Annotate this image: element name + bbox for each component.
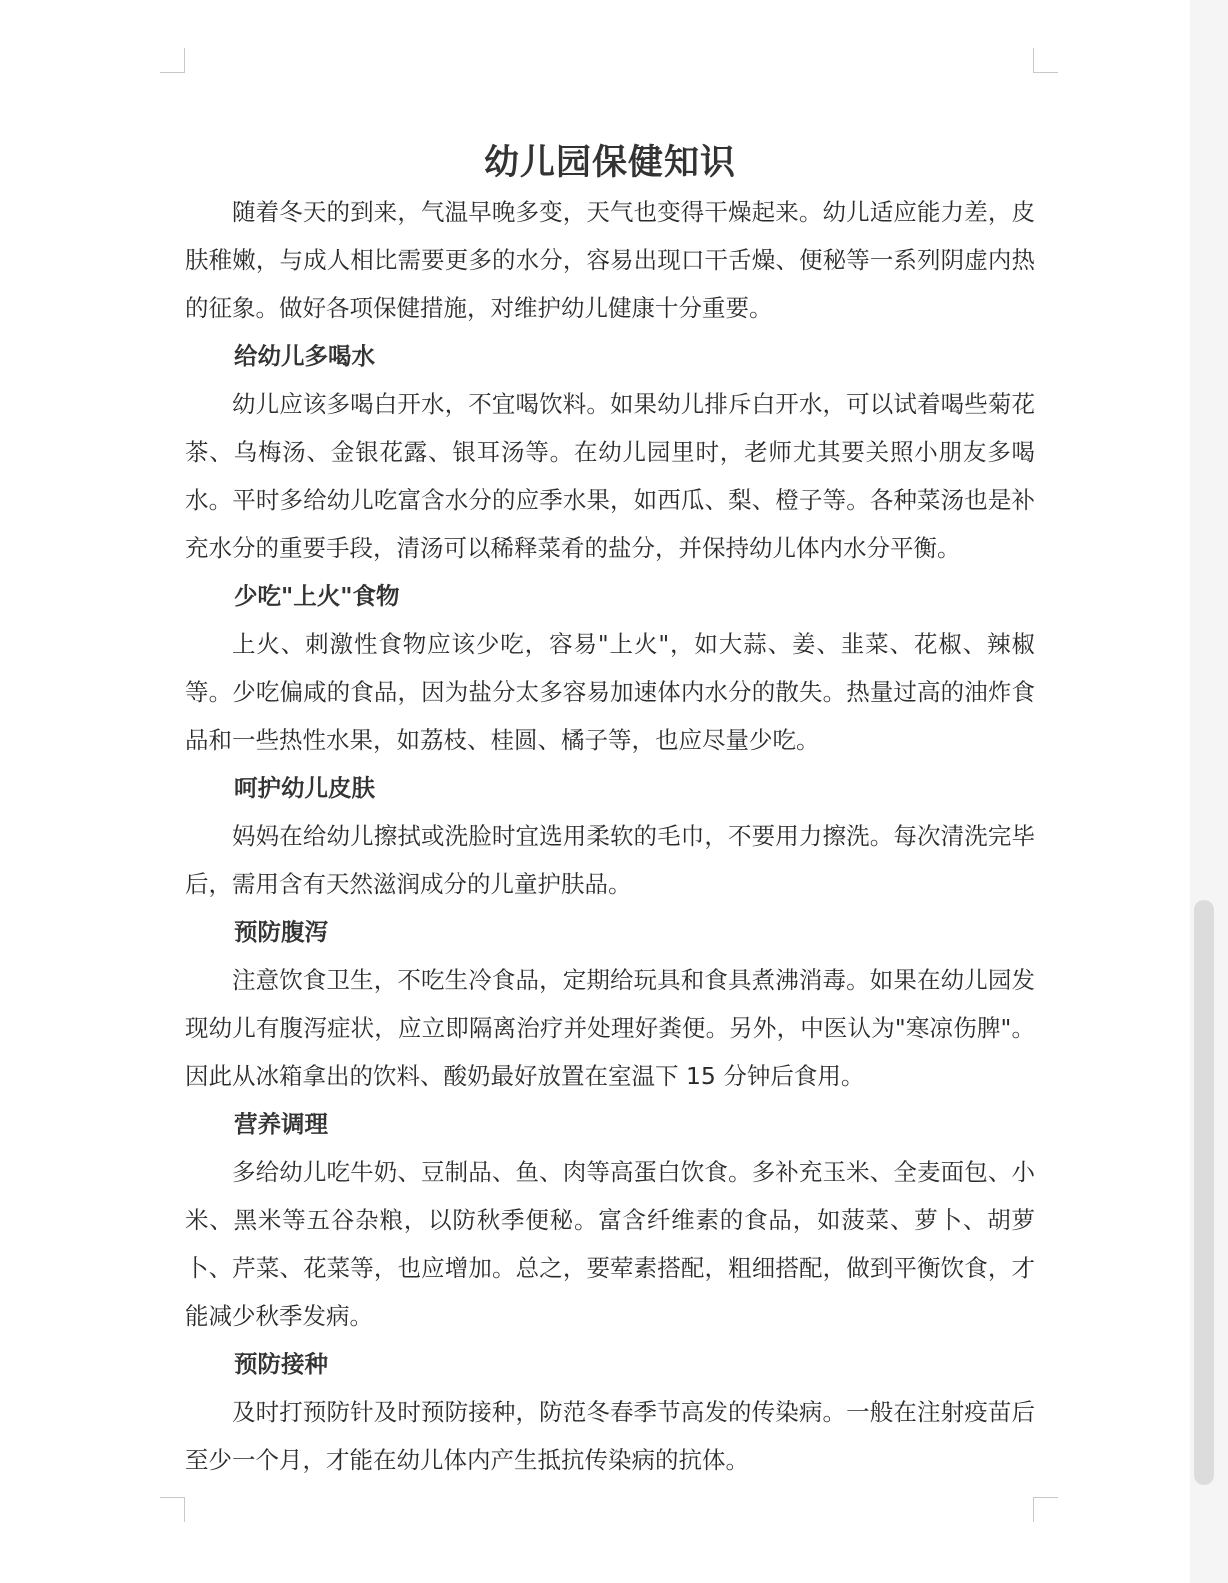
- section-heading-skin-care: 呵护幼儿皮肤: [234, 774, 375, 802]
- document-body: [185, 138, 1035, 1484]
- section-body-avoid-heaty-food: 上火、刺激性食物应该少吃，容易"上火"，如大蒜、姜、韭菜、花椒、辣椒等。少吃偏咸的食品，因为盐分太多容易加速体内水分的散失。热量过高的油炸食品和一些热性水果，如荔枝、桂圆、橘子等，也应尽量少吃。: [185, 630, 1035, 754]
- page-corner-mark-bottom-right: [1033, 1497, 1058, 1522]
- document-title: 幼儿园保健知识: [483, 143, 736, 183]
- intro-paragraph: 随着冬天的到来，气温早晚多变，天气也变得干燥起来。幼儿适应能力差，皮肤稚嫩，与成人相比需要更多的水分，容易出现口干舌燥、便秘等一系列阴虚内热的征象。做好各项保健措施，对维护幼儿健康十分重要。: [185, 198, 1035, 322]
- section-body-drink-water: 幼儿应该多喝白开水，不宜喝饮料。如果幼儿排斥白开水，可以试着喝些菊花茶、乌梅汤、金银花露、银耳汤等。在幼儿园里时，老师尤其要关照小朋友多喝水。平时多给幼儿吃富含水分的应季水果，如西瓜、梨、橙子等。各种菜汤也是补充水分的重要手段，清汤可以稀释菜肴的盐分，并保持幼儿体内水分平衡。: [185, 390, 1035, 562]
- section-heading-nutrition: 营养调理: [234, 1110, 328, 1138]
- page-corner-mark-bottom-left: [160, 1497, 185, 1522]
- page-corner-mark-top-right: [1033, 48, 1058, 73]
- section-heading-prevent-diarrhea: 预防腹泻: [234, 918, 328, 946]
- section-body-prevent-diarrhea: 注意饮食卫生，不吃生冷食品，定期给玩具和食具煮沸消毒。如果在幼儿园发现幼儿有腹泻症状，应立即隔离治疗并处理好粪便。另外，中医认为"寒凉伤脾"。因此从冰箱拿出的饮料、酸奶最好放置在室温下 15 分钟后食用。: [185, 966, 1035, 1090]
- section-body-skin-care: 妈妈在给幼儿擦拭或洗脸时宜选用柔软的毛巾，不要用力擦洗。每次清洗完毕后，需用含有天然滋润成分的儿童护肤品。: [185, 822, 1035, 898]
- section-heading-avoid-heaty-food: 少吃"上火"食物: [234, 582, 400, 610]
- page-corner-mark-top-left: [160, 48, 185, 73]
- vertical-scrollbar-thumb[interactable]: [1194, 900, 1214, 1485]
- section-heading-vaccination: 预防接种: [234, 1350, 328, 1378]
- section-heading-drink-water: 给幼儿多喝水: [234, 342, 375, 370]
- section-body-nutrition: 多给幼儿吃牛奶、豆制品、鱼、肉等高蛋白饮食。多补充玉米、全麦面包、小米、黑米等五谷杂粮，以防秋季便秘。富含纤维素的食品，如菠菜、萝卜、胡萝卜、芹菜、花菜等，也应增加。总之，要荤素搭配，粗细搭配，做到平衡饮食，才能减少秋季发病。: [185, 1158, 1035, 1330]
- section-body-vaccination: 及时打预防针及时预防接种，防范冬春季节高发的传染病。一般在注射疫苗后至少一个月，才能在幼儿体内产生抵抗传染病的抗体。: [185, 1398, 1035, 1474]
